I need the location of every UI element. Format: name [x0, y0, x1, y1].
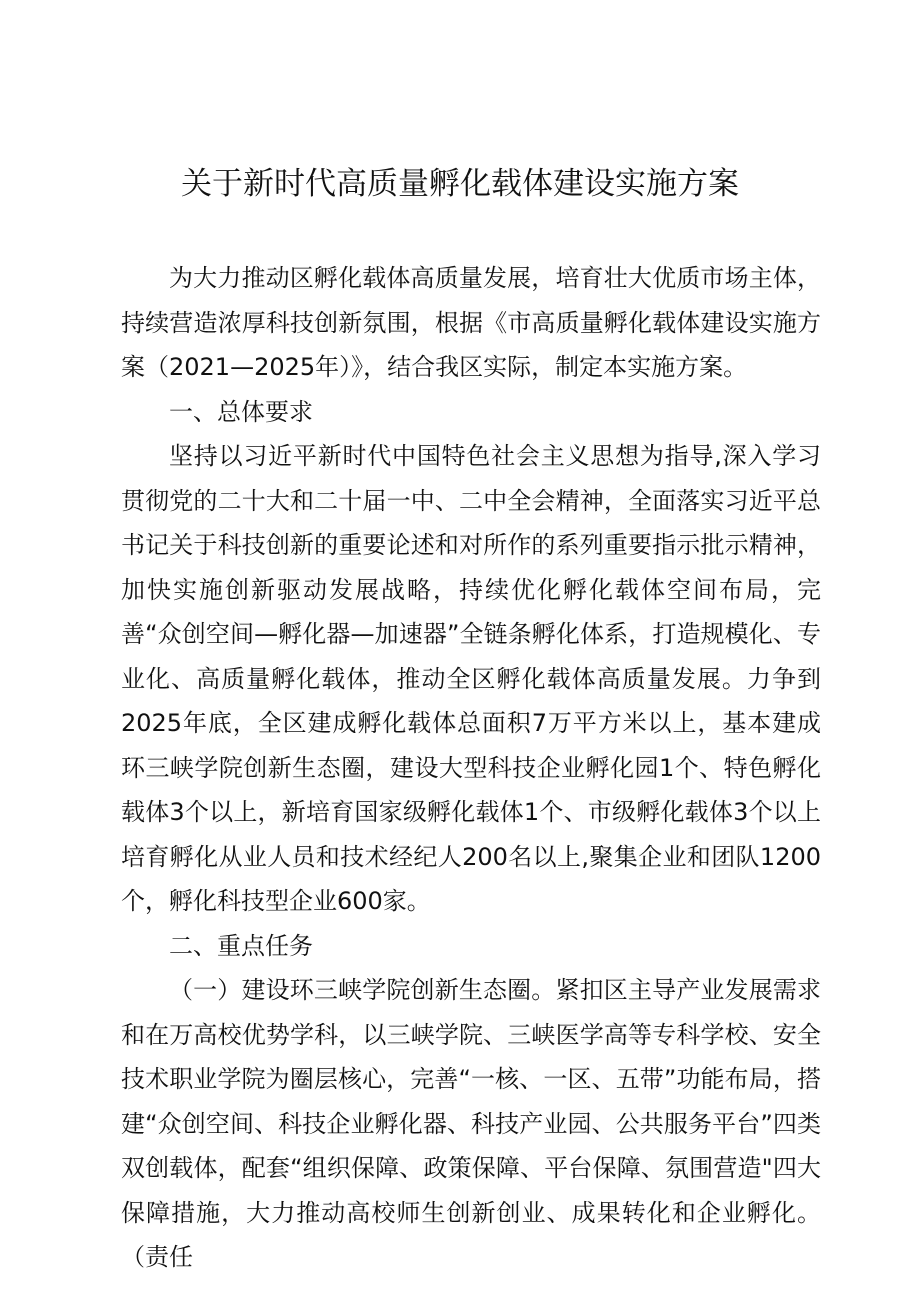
intro-paragraph: 为大力推动区孵化载体高质量发展，培育壮大优质市场主体，持续营造浓厚科技创新氛围，根据《市高质量孵化载体建设实施方案（2021—2025年）》，结合我区实际，制定本实施方案。: [121, 264, 821, 381]
document-title: 关于新时代高质量孵化载体建设实施方案: [181, 166, 739, 202]
section-heading-general-requirements: 一、总体要求: [169, 397, 313, 426]
section-heading-key-tasks: 二、重点任务: [169, 931, 313, 960]
general-requirements-paragraph: 坚持以习近平新时代中国特色社会主义思想为指导,深入学习贯彻党的二十大和二十届一中、二中全会精神，全面落实习近平总书记关于科技创新的重要论述和对所作的系列重要指示批示精神，加快实施创新驱动发展战略，持续优化孵化载体空间布局，完善“众创空间—孵化器—加速器”全链条孵化体系，打造规模化、专业化、高质量孵化载体，推动全区孵化载体高质量发展。力争到2025年底，全区建成孵化载体总面积7万平方米以上，基本建成环三峡学院创新生态圈，建设大型科技企业孵化园1个、特色孵化载体3个以上，新培育国家级孵化载体1个、市级孵化载体3个以上培育孵化从业人员和技术经纪人200名以上,聚集企业和团队1200个，孵化科技型企业600家。: [121, 442, 821, 915]
document-body: [121, 256, 821, 1280]
key-task-1-paragraph: （一）建设环三峡学院创新生态圈。紧扣区主导产业发展需求和在万高校优势学科，以三峡学院、三峡医学高等专科学校、安全技术职业学院为圈层核心，完善“一核、一区、五带”功能布局，搭建“众创空间、科技企业孵化器、科技产业园、公共服务平台”四类双创载体，配套“组织保障、政策保障、平台保障、氛围营造"四大保障措施，大力推动高校师生创新创业、成果转化和企业孵化。（责任: [121, 976, 821, 1271]
